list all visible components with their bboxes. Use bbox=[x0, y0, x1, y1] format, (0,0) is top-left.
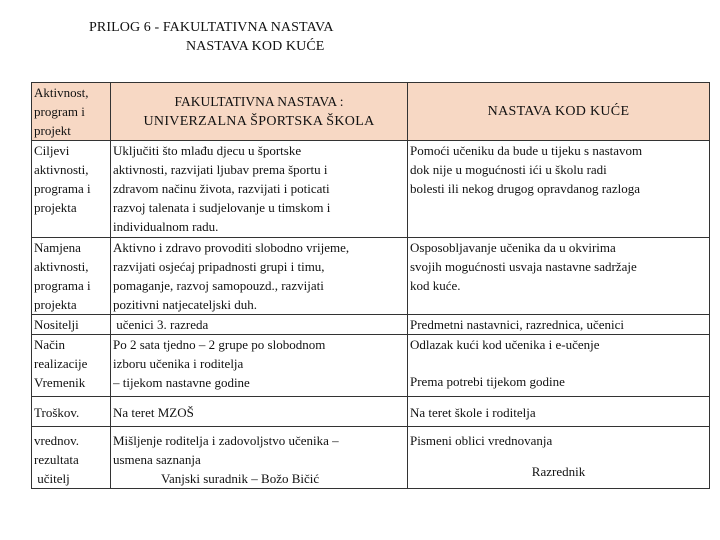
nacin-nastava-cell bbox=[408, 335, 710, 397]
vrednov-label-cell bbox=[32, 427, 111, 489]
cell-text-line: Prema potrebi tijekom godine bbox=[410, 374, 565, 389]
razrednik-label: Razrednik bbox=[531, 464, 586, 479]
vanjski-suradnik: Vanjski suradnik – Božo Bičić bbox=[161, 471, 320, 486]
cell-text-line: Odlazak kući kod učenika i e-učenje bbox=[410, 337, 600, 352]
cell-text-line: bolesti ili nekog drugog opravdanog razloga bbox=[410, 181, 640, 196]
cell-text-line: razvoj talenata i sudjelovanje u timskom i bbox=[113, 200, 331, 215]
table-header-row bbox=[32, 83, 710, 141]
table-row-nacin bbox=[32, 335, 710, 397]
cell-text-line: – tijekom nastavne godine bbox=[113, 375, 250, 390]
cell-text-line: razvijati osjećaj pripadnosti grupi i timu, bbox=[113, 259, 325, 274]
row-label-line: aktivnosti, bbox=[34, 259, 89, 274]
row-label-line: programa i bbox=[34, 181, 91, 196]
cell-text-line: Po 2 sata tjedno – 2 grupe po slobodnom bbox=[113, 337, 326, 352]
document-title: PRILOG 6 - FAKULTATIVNA NASTAVA bbox=[89, 20, 334, 35]
cell-text-line: pomaganje, razvoj samopouzd., razvijati bbox=[113, 278, 324, 293]
cell-text-line: individualnom radu. bbox=[113, 219, 219, 234]
troskov-label-cell bbox=[32, 397, 111, 427]
cell-text-line: Pomoći učeniku da bude u tijeku s nastavom bbox=[410, 143, 643, 158]
row-label-line: aktivnosti, bbox=[34, 162, 89, 177]
header-nastava-cell bbox=[408, 83, 710, 141]
row-label: Troškov. bbox=[34, 405, 80, 420]
row-label-line: programa i bbox=[34, 278, 91, 293]
table-row-vrednov bbox=[32, 427, 710, 489]
cell-text-line: kod kuće. bbox=[410, 278, 461, 293]
header-fakultativna-subtitle: UNIVERZALNA ŠPORTSKA ŠKOLA bbox=[143, 113, 375, 129]
cell-text: učenici 3. razreda bbox=[113, 317, 209, 332]
row-label-line: vrednov. bbox=[34, 433, 80, 448]
cell-text-line: Aktivno i zdravo provoditi slobodno vrijeme, bbox=[113, 240, 350, 255]
cell-text-line: Osposobljavanje učenika da u okvirima bbox=[410, 240, 616, 255]
namjena-fakultativna-cell bbox=[111, 238, 408, 315]
document-subtitle: NASTAVA KOD KUĆE bbox=[186, 39, 325, 54]
cell-text-line: dok nije u mogućnosti ići u školu radi bbox=[410, 162, 607, 177]
ciljevi-label-cell bbox=[32, 141, 111, 238]
table-row-namjena bbox=[32, 238, 710, 315]
cell-text-line: zdravom načinu života, razvijati i poticati bbox=[113, 181, 330, 196]
table-row-troskov bbox=[32, 397, 710, 427]
cell-text-line: izboru učenika i roditelja bbox=[113, 356, 244, 371]
row-label-line: Vremenik bbox=[34, 375, 86, 390]
vrednov-nastava-cell bbox=[408, 427, 710, 489]
cell-text-line: pozitivni natjecateljski duh. bbox=[113, 297, 258, 312]
row-label-line: projekta bbox=[34, 297, 77, 312]
troskov-fakultativna-cell bbox=[111, 397, 408, 427]
row-label-line: učitelj bbox=[34, 471, 70, 486]
table-row-nositelji bbox=[32, 315, 710, 335]
cell-text: Na teret MZOŠ bbox=[113, 405, 194, 420]
activity-table bbox=[31, 82, 710, 489]
row-label: Nositelji bbox=[34, 317, 79, 332]
nositelji-nastava-cell bbox=[408, 315, 710, 335]
row-label-line: Način bbox=[34, 337, 66, 352]
cell-text-line: svojih mogućnosti usvaja nastavne sadržaje bbox=[410, 259, 637, 274]
row-label-line: realizacije bbox=[34, 356, 88, 371]
cell-text-line: aktivnosti, razvijati ljubav prema športu i bbox=[113, 162, 328, 177]
header-fakultativna-title: FAKULTATIVNA NASTAVA : bbox=[174, 93, 344, 109]
header-label-line: program i bbox=[34, 104, 85, 119]
table-row-ciljevi bbox=[32, 141, 710, 238]
row-label-line: Namjena bbox=[34, 240, 81, 255]
nositelji-fakultativna-cell bbox=[111, 315, 408, 335]
ciljevi-fakultativna-cell bbox=[111, 141, 408, 238]
header-label-line: projekt bbox=[34, 123, 71, 138]
cell-text: Na teret škole i roditelja bbox=[410, 405, 536, 420]
vrednov-fakultativna-cell bbox=[111, 427, 408, 489]
cell-text-line: Uključiti što mlađu djecu u športske bbox=[113, 143, 302, 158]
header-nastava-title: NASTAVA KOD KUĆE bbox=[487, 103, 630, 119]
nacin-fakultativna-cell bbox=[111, 335, 408, 397]
row-label-line: projekta bbox=[34, 200, 77, 215]
ciljevi-nastava-cell bbox=[408, 141, 710, 238]
namjena-nastava-cell bbox=[408, 238, 710, 315]
namjena-label-cell bbox=[32, 238, 111, 315]
cell-text-line: Mišljenje roditelja i zadovoljstvo učenika – bbox=[113, 433, 339, 448]
row-label-line: Ciljevi bbox=[34, 143, 70, 158]
cell-text-line: Pismeni oblici vrednovanja bbox=[410, 433, 553, 448]
cell-text: Predmetni nastavnici, razrednica, učenici bbox=[410, 317, 625, 332]
troskov-nastava-cell bbox=[408, 397, 710, 427]
header-fakultativna-cell bbox=[111, 83, 408, 141]
header-label-line: Aktivnost, bbox=[34, 85, 89, 100]
nacin-label-cell bbox=[32, 335, 111, 397]
nositelji-label-cell bbox=[32, 315, 111, 335]
cell-text-line: usmena saznanja bbox=[113, 452, 201, 467]
row-label-line: rezultata bbox=[34, 452, 79, 467]
header-label-cell bbox=[32, 83, 111, 141]
